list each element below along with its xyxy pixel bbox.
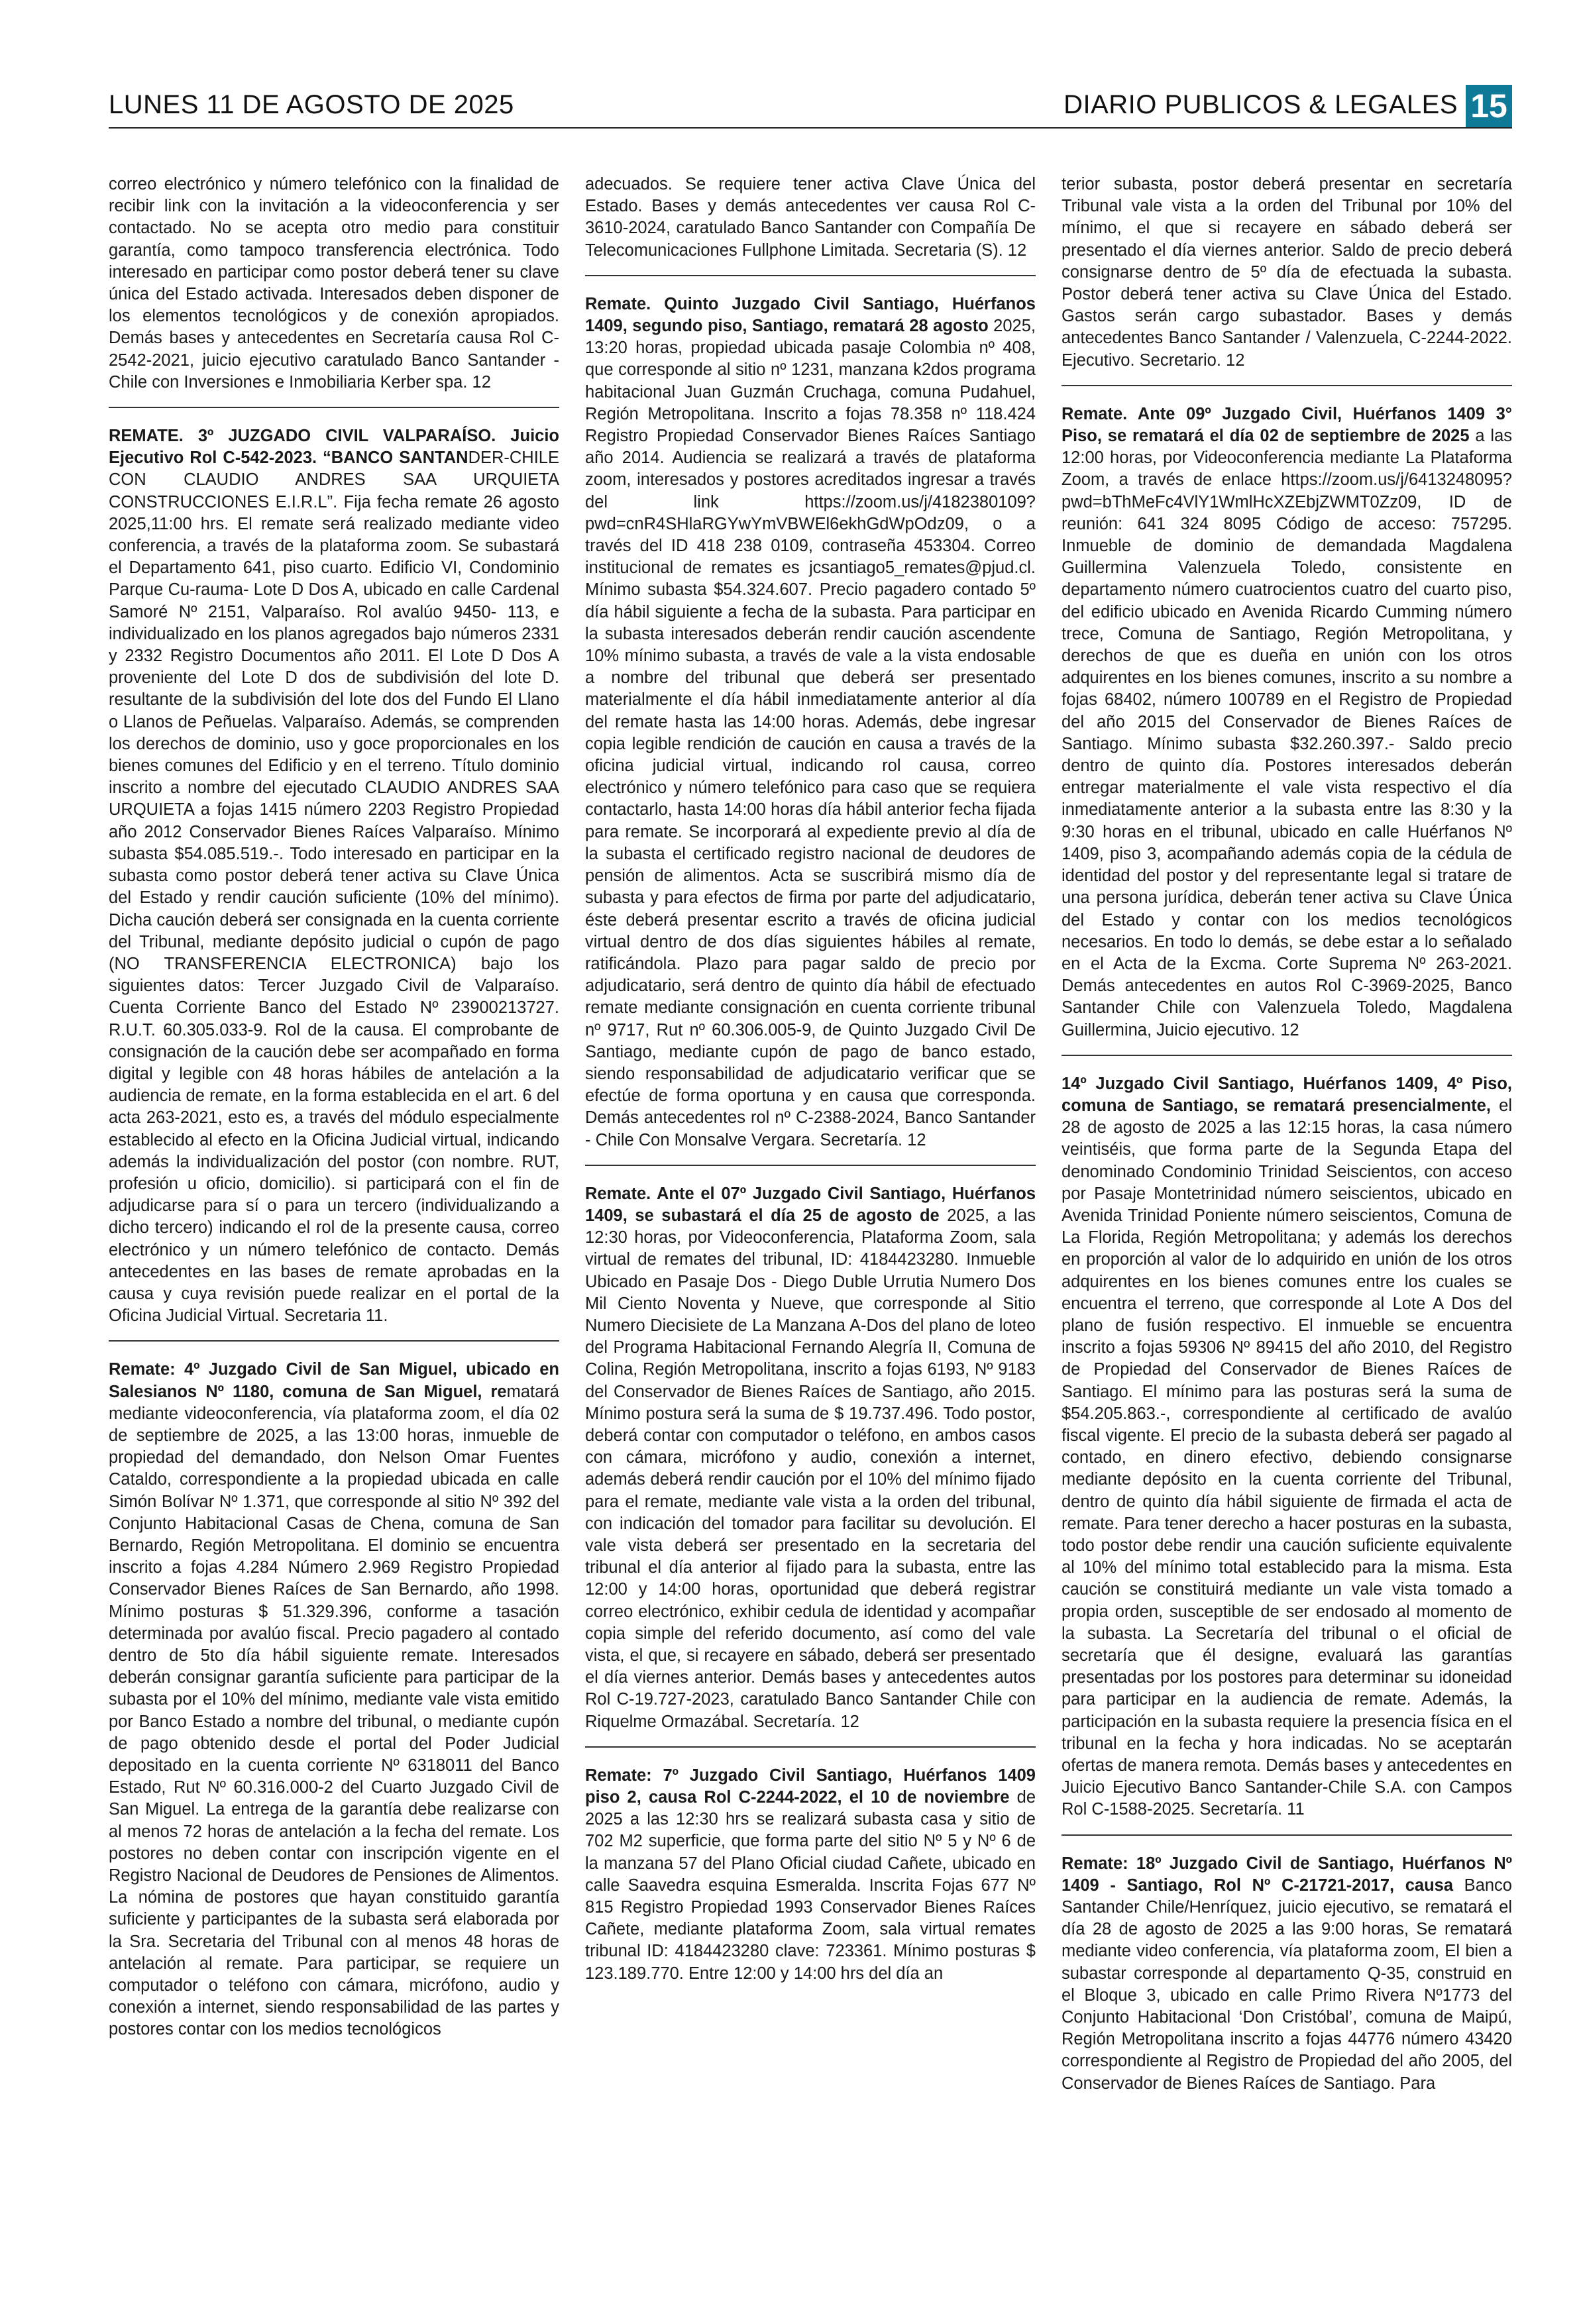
notice-body: el 28 de agosto de 2025 a las 12:15 horas, la casa número veintiséis, que forma parte de la Segunda Etapa del denominado Condominio Trinidad Seiscientos, con acceso por Pasaje Montetrinidad número seiscientos, ubicado en Avenida Trinidad Poniente número seiscientos, Comuna de La Florida, Región Metropolitana; y además los derechos en proporción al valor de lo adquirido en unión de los otros adquirentes en los bienes comunes entre los cuales se encuentra el terreno, que corresponde al Lote A Dos del plano de fusión respectivo. El inmueble se encuentra inscrito a fojas 59306 Nº 89415 del año 2010, del Registro de Propiedad del Conservador de Bienes Raíces de Santiago. El mínimo para las posturas será la suma de $54.205.863.-, correspondiente al certificado de avalúo fiscal vigente. El precio de la subasta deberá ser pagado al contado, en dinero efectivo, debiendo consignarse mediante depósito en la cuenta corriente del Tribunal, dentro de quinto día hábil siguiente de firmada el acta de remate. Para tener derecho a hacer posturas en la subasta, todo postor debe rendir una caución suficiente equivalente al 10% del mínimo total establecido para la misma. Esta caución se constituirá mediante un vale vista tomado a propia orden, susceptible de ser endosado al momento de la subasta. La Secretaría del tribunal o el oficial de secretaría que él designe, evaluará las garantías presentadas por los postores para determinar su idoneidad para participar en la audiencia de remate. Además, la participación en la subasta requiere la presencia física en el tribunal en la fecha y hora indicadas. No se aceptarán ofertas de manera remota. Demás bases y antecedentes en Juicio Ejecutivo Banco Santander-Chile S.A. con Campos Rol C-1588-2025. Secretaría. 11: [1062, 1096, 1512, 1819]
notice-body: 2025, a las 12:30 horas, por Videoconferencia, Plataforma Zoom, sala virtual de remates del tribunal, ID: 4184423280. Inmueble Ubicado en Pasaje Dos - Diego Duble Urrutia Numero Dos Mil Ciento Noventa y Nueve, que corresponde al Sitio Numero Diecisiete de La Manzana A-Dos del plano de loteo del Programa Habitacional Fernando Alegría II, Comuna de Colina, Región Metropolitana, inscrito a fojas 6193, Nº 9183 del Conservador de Bienes Raíces de Santiago, año 2015. Mínimo postura será la suma de $ 19.737.496. Todo postor, deberá contar con computador o teléfono, en ambos casos con cámara, micrófono y audio, conexión a internet, además deberá rendir caución por el 10% del mínimo fijado para el remate, mediante vale vista a la orden del tribunal, con indicación del tomador para facilitar su devolución. El vale vista deberá ser presentado en la secretaria del tribunal el día anterior al fijado para la subasta, entre las 12:00 y 14:00 horas, oportunidad que deberá registrar correo electrónico, exhibir cedula de identidad y acompañar copia simple del referido documento, así como del vale vista, el que, si recayere en sábado, deberá ser presentado el día viernes anterior. Demás bases y antecedentes autos Rol C-19.727-2023, caratulado Banco Santander Chile con Riquelme Ormazábal. Secretaría. 12: [585, 1206, 1036, 1731]
notice: [1062, 174, 1512, 386]
notice-body: DER-CHILE CON CLAUDIO ANDRES SAA URQUIETA CONSTRUCCIONES E.I.R.L”. Fija fecha remate 26 agosto 2025,11:00 hrs. El remate será realizado mediante video conferencia, a través de la plataforma zoom. Se subastará el Departamento 641, piso cuarto. Edificio VI, Condominio Parque Cu-rauma- Lote D Dos A, ubicado en calle Cardenal Samoré Nº 2151, Valparaíso. Rol avalúo 9450- 113, e individualizado en los planos agregados bajo números 2331 y 2332 Registro Documentos año 2011. El Lote D Dos A proveniente del Lote D dos de subdivisión del lote D. resultante de la subdivisión del lote dos del Fundo El Llano o Llanos de Peñuelas. Valparaíso. Además, se comprenden los derechos de dominio, uso y goce proporcionales en los bienes comunes del Edificio y en el terreno. Título dominio inscrito a nombre del ejecutado CLAUDIO ANDRES SAA URQUIETA a fojas 1415 número 2203 Registro Propiedad año 2012 Conservador Bienes Raíces Valparaíso. Mínimo subasta $54.085.519.-. Todo interesado en participar en la subasta como postor deberá tener activa su Clave Única del Estado y rendir caución suficiente (10% del mínimo). Dicha caución deberá ser consignada en la cuenta corriente del Tribunal, mediante depósito judicial o cupón de pago (NO TRANSFERENCIA ELECTRONICA) bajo los siguientes datos: Tercer Juzgado Civil de Valparaíso. Cuenta Corriente Banco del Estado Nº 23900213727. R.U.T. 60.305.033-9. Rol de la causa. El comprobante de consignación de la caución debe ser acompañado en forma digital y legible con 48 horas hábiles de antelación a la audiencia de remate, en la forma establecida en el art. 6 del acta 263-2021, esto es, a través del módulo especialmente establecido al efecto en la Oficina Judicial virtual, indicando además la individualización del postor (con nombre. RUT, profesión u oficio, domicilio). si participará con el fin de adjudicarse para sí o para un tercero (individualizando a dicho tercero) indicando el rol de la presente causa, correo electrónico y un número telefónico de contacto. Demás antecedentes en las bases de remate aprobadas en la causa y cuya revisión puede realizar en el portal de la Oficina Judicial Virtual. Secretaria 11.: [109, 449, 559, 1326]
issue-date: LUNES 11 DE AGOSTO DE 2025: [109, 90, 514, 119]
notice: [1062, 1853, 1512, 2108]
notice: [109, 174, 559, 408]
notice-body: 2025, 13:20 horas, propiedad ubicada pasaje Colombia nº 408, que corresponde al sitio nº 1231, manzana k2dos programa habitacional Juan Guzmán Cruchaga, comuna Pudahuel, Región Metropolitana. Inscrito a fojas 78.358 nº 118.424 Registro Propiedad Conservador Bienes Raíces Santiago año 2014. Audiencia se realizará a través de plataforma zoom, interesados y postores acreditados ingresar a través del link https://zoom.us/j/4182380109?pwd=cnR4SHlaRGYwYmVBWEl6ekhGdWpOdz09, o a través del ID 418 238 0109, contraseña 453304. Correo institucional de remates es jcsantiago5_remates@pjud.cl. Mínimo subasta $54.324.607. Precio pagadero contado 5º día hábil siguiente a fecha de la subasta. Para participar en la subasta interesados deberán rendir caución ascendente 10% mínimo subasta, a través de vale a la vista endosable a nombre del tribunal que deberá ser presentado materialmente el día hábil inmediatamente anterior al día del remate hasta las 14:00 horas. Además, debe ingresar copia legible rendición de caución en causa a través de la oficina judicial virtual, indicando rol causa, correo electrónico y número telefónico para caso que se requiera contactarlo, hasta 14:00 horas día hábil anterior fecha fijada para remate. Se incorporará al expediente previo al día de la subasta el certificado registro nacional de deudores de pensión de alimentos. Acta se suscribirá mismo día de subasta y para efectos de firma por parte del adjudicatario, éste deberá presentar escrito a través de oficina judicial virtual dentro de dos días siguientes hábiles al remate, ratificándola. Plazo para pagar saldo de precio por adjudicatario, será dentro de quinto día hábil de efectuado remate mediante consignación en cuenta corriente tribunal nº 9717, Rut nº 60.306.005-9, de Quinto Juzgado Civil De Santiago, mediante cupón de pago de banco estado, siendo responsabilidad de adjudicatario verificar que se efectúe de forma oportuna y en causa que corresponda. Demás antecedentes rol nº C-2388-2024, Banco Santander - Chile Con Monsalve Vergara. Secretaría. 12: [585, 317, 1036, 1149]
notice-body: terior subasta, postor deberá presentar en secretaría Tribunal vale vista a la orden del Tribunal por 10% del mínimo, el que si recayere en sábado deberá ser presentado el día viernes anterior. Saldo de precio deberá consignarse dentro de 5º día de efectuada la subasta. Postor deberá tener activa su Clave Única del Estado. Gastos serán cargo subastador. Bases y demás antecedentes Banco Santander / Valenzuela, C-2244-2022. Ejecutivo. Secretario. 12: [1062, 175, 1512, 370]
column-2: [585, 174, 1036, 2015]
notice-body: Banco Santander Chile/Henríquez, juicio ejecutivo, se rematará el día 28 de agosto de 2025 a las 9:00 horas, Se rematará mediante video conferencia, vía plataforma zoom, El bien a subastar corresponde al departamento Q-35, construid en el Bloque 3, ubicado en calle Primo Rivera Nº1773 del Conjunto Habitacional ‘Don Cristóbal’, comuna de Maipú, Región Metropolitana inscrito a fojas 44776 número 43420 correspondiente al Registro de Propiedad del año 2005, del Conservador de Bienes Raíces de Santiago. Para: [1062, 1875, 1512, 2093]
notice-body: de 2025 a las 12:30 hrs se realizará subasta casa y sitio de 702 M2 superficie, que forma parte del sitio Nº 5 y Nº 6 de la manzana 57 del Plano Oficial ciudad Cañete, ubicado en calle Saavedra esquina Esmeralda. Inscrita Fojas 677 Nº 815 Registro Propiedad 1993 Conservador Bienes Raíces Cañete, mediante plataforma Zoom, sala virtual remates tribunal ID: 4184423280 clave: 723361. Mínimo posturas $ 123.189.770. Entre 12:00 y 14:00 hrs del día an: [585, 1788, 1036, 1983]
column-3: [1062, 174, 1512, 2125]
notice: [1062, 403, 1512, 1056]
notice: [109, 425, 559, 1342]
notice-heading: Remate: 18º Juzgado Civil de Santiago, Huérfanos Nº 1409 - Santiago, Rol Nº C-21721-2017, causa: [1062, 1854, 1512, 1895]
notice-body: adecuados. Se requiere tener activa Clave Única del Estado. Bases y demás antecedentes ver causa Rol C-3610-2024, caratulado Banco Santander con Compañía De Telecomunicaciones Fullphone Limitada. Secretaria (S). 12: [585, 175, 1036, 260]
notice: [585, 293, 1036, 1166]
notice: [1062, 1073, 1512, 1836]
publication-title: DIARIO PUBLICOS & LEGALES: [1063, 90, 1458, 119]
notice-heading: Remate. Ante el 07º Juzgado Civil Santiago, Huérfanos 1409, se subastará el día 25 de agosto de: [585, 1184, 1036, 1225]
notice-heading: Remate: 4º Juzgado Civil de San Miguel, ubicado en Salesianos Nº 1180, comuna de San Miguel, re: [109, 1360, 559, 1401]
notice-heading: REMATE. 3º JUZGADO CIVIL VALPARAÍSO. Juicio Ejecutivo Rol C-542-2023. “BANCO SANTAN: [109, 427, 559, 468]
notice-body: a las 12:00 horas, por Videoconferencia mediante La Plataforma Zoom, a través de enlace https://zoom.us/j/6413248095?pwd=bThMeFc4VlY1WmlHcXZEbjZWMT0Zz09, ID de reunión: 641 324 8095 Código de acceso: 757295. Inmueble de dominio de demandada Magdalena Guillermina Valenzuela Toledo, consistente en departamento número cuatrocientos cuatro del cuarto piso, del edificio ubicado en Avenida Ricardo Cumming número trece, Comuna de Santiago, Región Metropolitana, y derechos de que es dueña en unión con los otros adquirentes en los bienes comunes, inscrito a su nombre a fojas 68402, número 100789 en el Registro de Propiedad del año 2015 del Conservador de Bienes Raíces de Santiago. Mínimo subasta $32.260.397.- Saldo precio dentro de quinto día. Postores interesados deberán entregar materialmente el vale vista respectivo el día inmediatamente anterior a la subasta entre las 8:30 y la 9:30 horas en el tribunal, ubicado en calle Huérfanos Nº 1409, piso 3, acompañando además copia de la cédula de identidad del postor y del representante legal si tratare de una persona jurídica, deberán tener activa su Clave Única del Estado y contar con los medios tecnológicos necesarios. En todo lo demás, se debe estar a lo señalado en el Acta de la Excma. Corte Suprema Nº 263-2021. Demás antecedentes en autos Rol C-3969-2025, Banco Santander Chile con Valenzuela Toledo, Magdalena Guillermina, Juicio ejecutivo. 12: [1062, 427, 1513, 1039]
page-number-badge: 15: [1466, 85, 1512, 127]
notice: [585, 174, 1036, 276]
notice: [585, 1765, 1036, 1998]
notice-body: correo electrónico y número telefónico con la finalidad de recibir link con la invitación a la videoconferencia y ser contactado. No se acepta otro medio para constituir garantía, como tampoco transferencia electrónica. Todo interesado en participar como postor deberá tener su clave única del Estado activada. Interesados deben disponer de los elementos tecnológicos y de conexión apropiados. Demás bases y antecedentes en Secretaría causa Rol C-2542-2021, juicio ejecutivo caratulado Banco Santander - Chile con Inversiones e Inmobiliaria Kerber spa. 12: [109, 175, 559, 392]
notice-heading: Remate. Ante 09º Juzgado Civil, Huérfanos 1409 3° Piso, se rematará el día 02 de septiembre de 2025: [1062, 404, 1512, 446]
notice-body: matará mediante videoconferencia, vía plataforma zoom, el día 02 de septiembre de 2025, a las 13:00 horas, inmueble de propiedad del demandado, don Nelson Omar Fuentes Cataldo, correspondiente a la propiedad ubicada en calle Simón Bolívar Nº 1.371, que corresponde al sitio Nº 392 del Conjunto Habitacional Casas de Chena, comuna de San Bernardo, Región Metropolitana. El dominio se encuentra inscrito a fojas 4.284 Número 2.969 Registro Propiedad Conservador Bienes Raíces de San Bernardo, año 1998. Mínimo posturas $ 51.329.396, conforme a tasación determinada por avalúo fiscal. Precio pagadero al contado dentro de 5to día hábil siguiente remate. Interesados deberán consignar garantía suficiente para participar de la subasta por el 10% del mínimo, mediante vale vista emitido por Banco Estado a nombre del tribunal, o mediante cupón de pago obtenido desde el portal del Poder Judicial depositado en la cuenta corriente Nº 6318011 del Banco Estado, Rut Nº 60.316.000-2 del Cuarto Juzgado Civil de San Miguel. La entrega de la garantía debe realizarse con al menos 72 horas de antelación a la fecha del remate. Los postores no deben contar con inscripción vigente en el Registro Nacional de Deudores de Pensiones de Alimentos. La nómina de postores que hayan constituido garantía suficiente y participantes de la subasta será elaborada por la Sra. Secretaria del Tribunal con al menos 48 horas de antelación al remate. Para participar, se requiere un computador o teléfono con cámara, micrófono, audio y conexión a internet, siendo responsabilidad de las partes y postores contar con los medios tecnológicos: [109, 1382, 559, 2039]
notice-heading: 14º Juzgado Civil Santiago, Huérfanos 1409, 4º Piso, comuna de Santiago, se rematará presencialmente,: [1062, 1074, 1512, 1115]
notice-heading: Remate: 7º Juzgado Civil Santiago, Huérfanos 1409 piso 2, causa Rol C-2244-2022, el 10 de noviembre: [585, 1766, 1036, 1807]
notice: [585, 1183, 1036, 1748]
notice-heading: Remate. Quinto Juzgado Civil Santiago, Huérfanos 1409, segundo piso, Santiago, rematará 28 agosto: [585, 294, 1036, 336]
page-header: [109, 85, 1512, 129]
column-1: [109, 174, 559, 2072]
notice: [109, 1359, 559, 2054]
